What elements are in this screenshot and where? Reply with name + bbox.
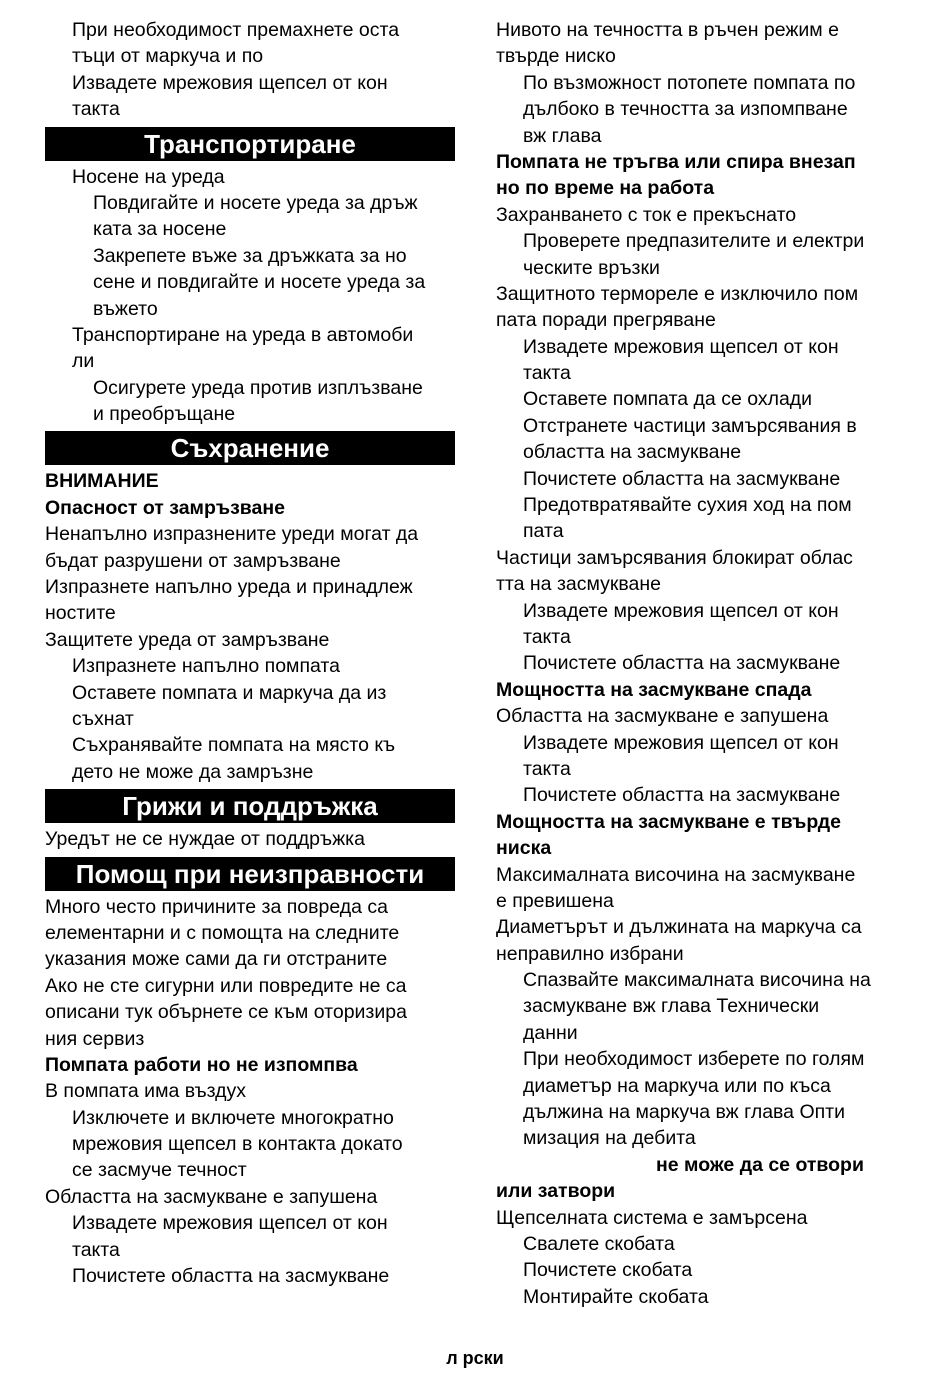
text-line: Извадете мрежовия щепсел от кон bbox=[72, 1212, 388, 1235]
text-line: Защитното термореле е изключило пом bbox=[496, 282, 859, 305]
text-line: Изключете и включете многократно bbox=[72, 1106, 394, 1129]
text-line: ческите връзки bbox=[523, 256, 660, 279]
bold-text-line: Помпата работи но не изпомпва bbox=[45, 1053, 358, 1076]
text-line: мрежовия щепсел в контакта докато bbox=[72, 1133, 403, 1156]
bold-text-line: Мощността на засмукване спада bbox=[496, 678, 812, 701]
page-footer: л рски bbox=[446, 1348, 504, 1368]
text-line: мизация на дебита bbox=[523, 1127, 696, 1150]
text-line: и преобръщане bbox=[93, 403, 236, 426]
text-line: Почистете областта на засмукване bbox=[523, 467, 841, 490]
text-line: данни bbox=[523, 1021, 578, 1044]
text-line: Закрепете въже за дръжката за но bbox=[93, 244, 407, 267]
text-line: засмукване вж глава Технически bbox=[523, 995, 820, 1018]
text-line: Монтирайте скобата bbox=[523, 1285, 709, 1308]
text-line: твърде ниско bbox=[496, 45, 616, 68]
bold-text-line: Мощността на засмукване е твърде bbox=[496, 810, 841, 833]
text-line: се засмуче течност bbox=[72, 1159, 247, 1182]
text-line: Почистете областта на засмукване bbox=[523, 784, 841, 807]
left-column bbox=[45, 17, 455, 1289]
bold-text-line: ниска bbox=[496, 837, 552, 860]
text-line: ностите bbox=[45, 602, 116, 625]
text-line: Изпразнете напълно уреда и принадлеж bbox=[45, 576, 413, 599]
text-line: елементарни и с помощта на следните bbox=[45, 921, 400, 944]
text-line: Носене на уреда bbox=[72, 165, 225, 188]
text-line: По възможност потопете помпата по bbox=[523, 71, 856, 94]
text-line: Свалете скобата bbox=[523, 1232, 675, 1255]
text-line: Защитете уреда от замръзване bbox=[45, 628, 330, 651]
text-line: При необходимост изберете по голям bbox=[523, 1048, 865, 1071]
text-line: Извадете мрежовия щепсел от кон bbox=[523, 731, 839, 754]
text-line: такта bbox=[72, 1238, 120, 1261]
text-line: описани тук обърнете се към оторизира bbox=[45, 1001, 407, 1024]
text-line: Почистете областта на засмукване bbox=[523, 652, 841, 675]
text-line: ния сервиз bbox=[45, 1027, 145, 1050]
text-line: такта bbox=[523, 362, 571, 385]
text-line: Предотвратявайте сухия ход на пом bbox=[523, 494, 852, 517]
section-heading: Помощ при неизправности bbox=[45, 857, 455, 891]
section-heading: Грижи и поддръжка bbox=[45, 789, 455, 823]
text-line: Транспортиране на уреда в автомоби bbox=[72, 323, 414, 346]
text-line: Ненапълно изпразнените уреди могат да bbox=[45, 523, 419, 546]
text-line: Частици замърсявания блокират облас bbox=[496, 546, 853, 569]
text-line: Проверете предпазителите и електри bbox=[523, 230, 865, 253]
bold-text-line: или затвори bbox=[496, 1180, 616, 1203]
text-line: въжето bbox=[93, 297, 158, 320]
text-line: Извадете мрежовия щепсел от кон bbox=[523, 335, 839, 358]
text-line: Щепселната система е замърсена bbox=[496, 1206, 808, 1229]
text-line: неправилно избрани bbox=[496, 942, 684, 965]
bold-text-line: не може да се отвори bbox=[656, 1153, 864, 1176]
section-heading: Съхранение bbox=[45, 431, 455, 465]
text-line: Ако не сте сигурни или повредите не са bbox=[45, 974, 407, 997]
text-line: такта bbox=[523, 757, 571, 780]
text-line: Изпразнете напълно помпата bbox=[72, 655, 340, 678]
text-line: Нивото на течността в ръчен режим е bbox=[496, 19, 839, 41]
text-line: Почистете скобата bbox=[523, 1259, 693, 1282]
bold-text-line: но по време на работа bbox=[496, 177, 715, 200]
bold-text-line: Опасност от замръзване bbox=[45, 496, 285, 519]
text-line: указания може сами да ги отстраните bbox=[45, 948, 388, 971]
text-line: Уредът не се нуждае от поддръжка bbox=[45, 828, 365, 851]
text-line: съхнат bbox=[72, 707, 134, 730]
text-line: дълбоко в течността за изпомпване bbox=[523, 98, 848, 121]
text-line: такта bbox=[523, 625, 571, 648]
text-line: В помпата има въздух bbox=[45, 1080, 247, 1103]
text-line: Повдигайте и носете уреда за дръж bbox=[93, 191, 418, 214]
right-column bbox=[496, 17, 906, 1310]
text-line: е превишена bbox=[496, 889, 614, 912]
text-line: сене и повдигайте и носете уреда за bbox=[93, 271, 426, 294]
text-line: дето не може да замръзне bbox=[72, 760, 314, 783]
text-line: Оставете помпата да се охлади bbox=[523, 388, 813, 411]
text-line: Осигурете уреда против изплъзване bbox=[93, 376, 423, 399]
text-line: Почистете областта на засмукване bbox=[72, 1265, 390, 1288]
bold-text-line: Помпата не тръгва или спира внезап bbox=[496, 150, 856, 173]
text-line: Максималната височина на засмукване bbox=[496, 863, 856, 886]
text-line: дължина на маркуча вж глава Опти bbox=[523, 1101, 845, 1124]
text-line: Спазвайте максималната височина на bbox=[523, 969, 871, 992]
section-heading: Транспортиране bbox=[45, 127, 455, 161]
text-line: ли bbox=[72, 350, 95, 373]
text-line: ката за носене bbox=[93, 218, 227, 241]
text-line: Областта на засмукване е запушена bbox=[496, 705, 829, 728]
text-line: Захранването с ток е прекъснато bbox=[496, 203, 797, 226]
text-line: Отстранете частици замърсявания в bbox=[523, 414, 857, 437]
text-line: При необходимост премахнете оста bbox=[72, 19, 400, 41]
bold-text-line: ВНИМАНИЕ bbox=[45, 470, 159, 493]
text-line: Извадете мрежовия щепсел от кон bbox=[523, 599, 839, 622]
text-line: вж глава bbox=[523, 124, 602, 147]
text-line: бъдат разрушени от замръзване bbox=[45, 549, 341, 572]
text-line: Областта на засмукване е запушена bbox=[45, 1185, 378, 1208]
text-line: Съхранявайте помпата на място къ bbox=[72, 734, 396, 757]
text-line: Много често причините за повреда са bbox=[45, 895, 388, 918]
text-line: Оставете помпата и маркуча да из bbox=[72, 681, 387, 704]
text-line: пата bbox=[523, 520, 564, 543]
text-line: пата поради прегряване bbox=[496, 309, 716, 332]
text-line: областта на засмукване bbox=[523, 441, 742, 464]
text-line: тъци от маркуча и по bbox=[72, 45, 264, 68]
text-line: Диаметърът и дължината на маркуча са bbox=[496, 916, 862, 939]
text-line: Извадете мрежовия щепсел от кон bbox=[72, 71, 388, 94]
text-line: тта на засмукване bbox=[496, 573, 661, 596]
text-line: такта bbox=[72, 98, 120, 121]
text-line: диаметър на маркуча или по къса bbox=[523, 1074, 831, 1097]
